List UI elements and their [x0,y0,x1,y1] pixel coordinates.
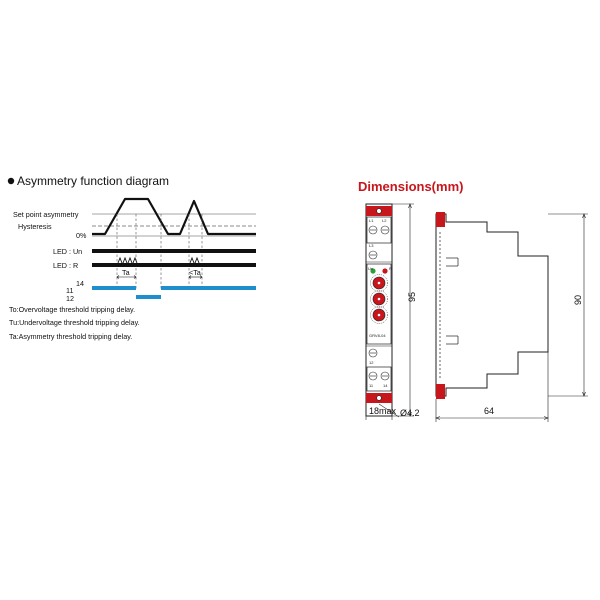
led-un-bar [92,249,256,253]
label-contact-11: 11 [66,286,74,295]
terminal-14: 14 [383,383,388,388]
hole-diameter-label: Ø4.2 [400,408,420,418]
label-ta-less: <Ta [189,268,201,277]
terminal-l3: L3 [369,243,374,248]
side-body-outline [436,214,548,396]
led-un-text: Un [368,266,374,271]
relay-contact-signal [92,286,256,299]
model-label: GRV8-04 [369,333,386,338]
led-r-bar [92,263,256,267]
function-diagram-title: Asymmetry function diagram [17,174,170,188]
label-ta: Ta [122,268,130,277]
label-led-un: LED : Un [53,247,83,256]
terminal-12: 12 [369,360,374,365]
label-hysteresis: Hysteresis [18,222,52,231]
front-height-label: 95 [407,291,417,302]
front-view [366,204,392,416]
label-set-point: Set point asymmetry [13,210,79,219]
dimensions-title: Dimensions(mm) [358,179,464,194]
label-contact-14: 14 [76,279,84,288]
label-zero: 0% [76,231,87,240]
adjustment-knobs [371,275,388,324]
legend-tu: Tu:Undervoltage threshold tripping delay. [9,318,140,327]
title-bullet-icon [8,178,14,184]
terminal-l1: L1 [369,218,374,223]
led-r-flash-marks [118,258,199,263]
side-view [436,212,548,399]
front-width-label: 18max [369,406,397,416]
dimensions-drawing [358,179,588,422]
label-led-r: LED : R [53,261,79,270]
depth-label: 64 [484,406,495,416]
terminal-l2: L2 [382,218,387,223]
legend-ta: Ta:Asymmetry threshold tripping delay. [9,332,133,341]
legend-to: To:Overvoltage threshold tripping delay. [9,305,136,314]
side-height-label: 90 [573,294,583,305]
side-top-clip [436,212,445,227]
side-bottom-clip [436,384,445,399]
terminal-11: 11 [369,383,374,388]
led-r-indicator [382,268,387,273]
label-contact-12: 12 [66,294,74,303]
led-r-text: R [389,266,392,271]
asymmetry-function-diagram [8,174,256,341]
asymmetry-signal-curve [92,199,256,234]
